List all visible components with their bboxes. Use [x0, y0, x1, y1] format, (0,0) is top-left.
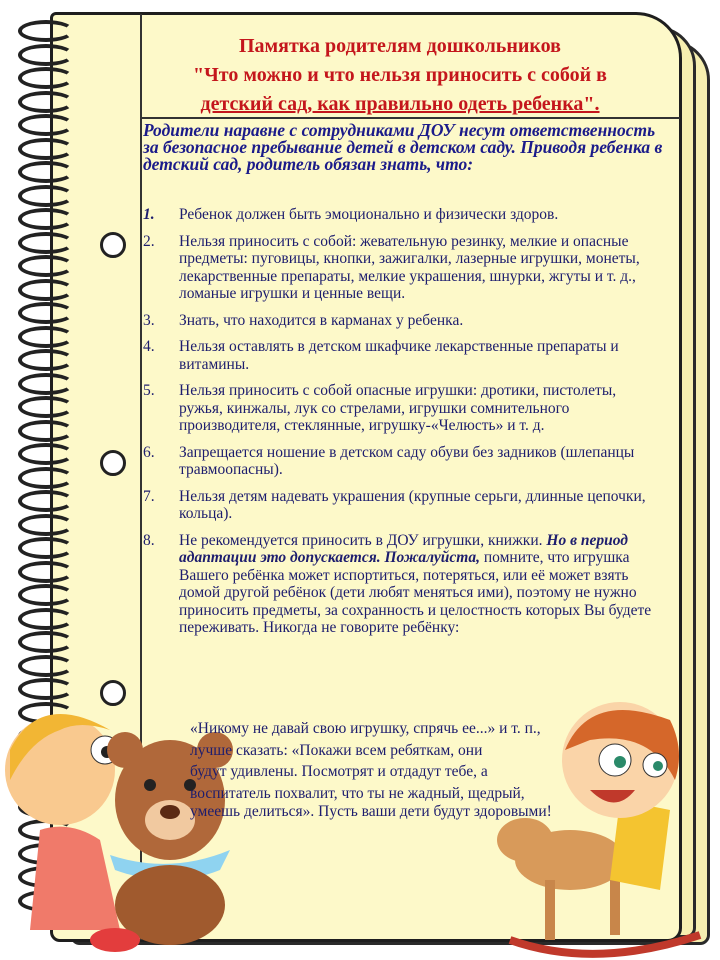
- quote-line: лучше сказать: «Покажи всем ребяткам, они: [190, 741, 483, 759]
- spiral-ring: [18, 20, 74, 42]
- quote-line: воспитатель похвалит, что ты не жадный, щедрый,: [190, 784, 525, 802]
- title-line-1: Памятка родителям дошкольников: [238, 35, 561, 57]
- item-number: 6.: [143, 443, 155, 461]
- girl-head: [5, 715, 115, 825]
- spiral-ring: [18, 655, 74, 677]
- item-number: 1.: [143, 206, 155, 223]
- quote-line: умеешь делиться». Пусть ваши дети будут здоровыми!: [190, 803, 552, 820]
- horse-rocker: [510, 935, 700, 954]
- list-item: [143, 206, 663, 224]
- rules-list: [143, 206, 663, 646]
- spiral-ring: [18, 114, 74, 136]
- intro-part-2: Приводя ребенка в детский сад, родитель обязан знать, что:: [143, 137, 663, 174]
- item-text: Нельзя приносить с собой: жевательную резинку, мелкие и опасные предметы: пуговицы, кнопки, зажигалки, лазерные игрушки, монеты, лекарственные препараты, мелкие украшения, шнурки, жгуты и т. д., ломаные игрушки и ценные вещи.: [179, 232, 640, 302]
- spiral-ring: [18, 537, 74, 559]
- spiral-ring: [18, 490, 74, 512]
- item-text: Не рекомендуется приносить в ДОУ игрушки, книжки.: [179, 531, 543, 549]
- spiral-ring: [18, 255, 74, 277]
- hole-icon: [100, 232, 126, 258]
- spiral-ring: [18, 232, 74, 254]
- item-text-rest: помните, что игрушка Вашего ребёнка может испортиться, потеряться, или её может взять домой другой ребёнок (дети любят меняться ими), поэтому не нужно приносить предметы, за сохранность и целостность которых Вы будете переживать. Никогда не говорите ребёнку:: [179, 549, 652, 636]
- spiral-ring: [18, 161, 74, 183]
- list-item: [143, 444, 663, 479]
- item-number: 2.: [143, 232, 155, 250]
- quote-line: «Никому не давай свою игрушку, спрячь ее...» и т. п.,: [190, 720, 541, 737]
- spiral-ring: [18, 326, 74, 348]
- title-line-3: детский сад, как правильно одеть ребенка".: [200, 93, 600, 115]
- item-number: 3.: [143, 311, 155, 329]
- spiral-ring: [18, 420, 74, 442]
- list-item: [143, 488, 663, 523]
- spiral-ring: [18, 208, 74, 230]
- girl-dress: [30, 827, 120, 930]
- list-item: [143, 532, 663, 637]
- spiral-ring: [18, 631, 74, 653]
- spiral-ring: [18, 91, 74, 113]
- spiral-ring: [18, 373, 74, 395]
- list-item: [143, 382, 663, 435]
- item-number: 4.: [143, 338, 155, 355]
- item-text: Ребенок должен быть эмоционально и физически здоров.: [179, 206, 559, 223]
- spiral-ring: [18, 396, 74, 418]
- spiral-ring: [18, 443, 74, 465]
- item-number: 8.: [143, 531, 155, 549]
- spiral-ring: [18, 514, 74, 536]
- hole-icon: [100, 450, 126, 476]
- quote-block: [190, 718, 660, 820]
- list-item: [143, 233, 663, 303]
- quote-line: будут удивлены. Посмотрят и отдадут тебе, а: [190, 763, 488, 780]
- list-item: [143, 312, 663, 330]
- spiral-ring: [18, 349, 74, 371]
- spiral-ring: [18, 584, 74, 606]
- item-text: Нельзя оставлять в детском шкафчике лекарственные препараты и витамины.: [179, 338, 619, 373]
- spiral-ring: [18, 138, 74, 160]
- item-text: Запрещается ношение в детском саду обуви без задников (шлепанцы травмоопасны).: [179, 443, 635, 478]
- item-emphasis: Но в период адаптации это допускается. Пожалуйста,: [179, 531, 628, 566]
- spiral-ring: [18, 44, 74, 66]
- spiral-ring: [18, 185, 74, 207]
- spiral-ring: [18, 279, 74, 301]
- title-line-2: "Что можно и что нельзя приносить с собой в: [193, 64, 607, 86]
- item-text: Знать, что находится в карманах у ребенка.: [179, 311, 464, 329]
- intro-text: [143, 122, 663, 173]
- item-number: 5.: [143, 382, 155, 399]
- item-number: 7.: [143, 487, 155, 505]
- intro-part-1: Родители наравне с сотрудниками ДОУ несут ответственность за безопасное пребывание детей в детском саду.: [143, 120, 656, 157]
- item-text: Нельзя приносить с собой опасные игрушки: дротики, пистолеты, ружья, кинжалы, лук со стрелами, игрушки сомнительного производителя, стеклянные, игрушку-«Челюсть» и т. д.: [179, 382, 617, 434]
- spiral-ring: [18, 561, 74, 583]
- item-text: Нельзя детям надевать украшения (крупные серьги, длинные цепочки, кольца).: [179, 487, 646, 522]
- page-title: [150, 32, 650, 119]
- spiral-ring: [18, 67, 74, 89]
- spiral-ring: [18, 608, 74, 630]
- spiral-ring: [18, 302, 74, 324]
- list-item: [143, 338, 663, 373]
- spiral-ring: [18, 467, 74, 489]
